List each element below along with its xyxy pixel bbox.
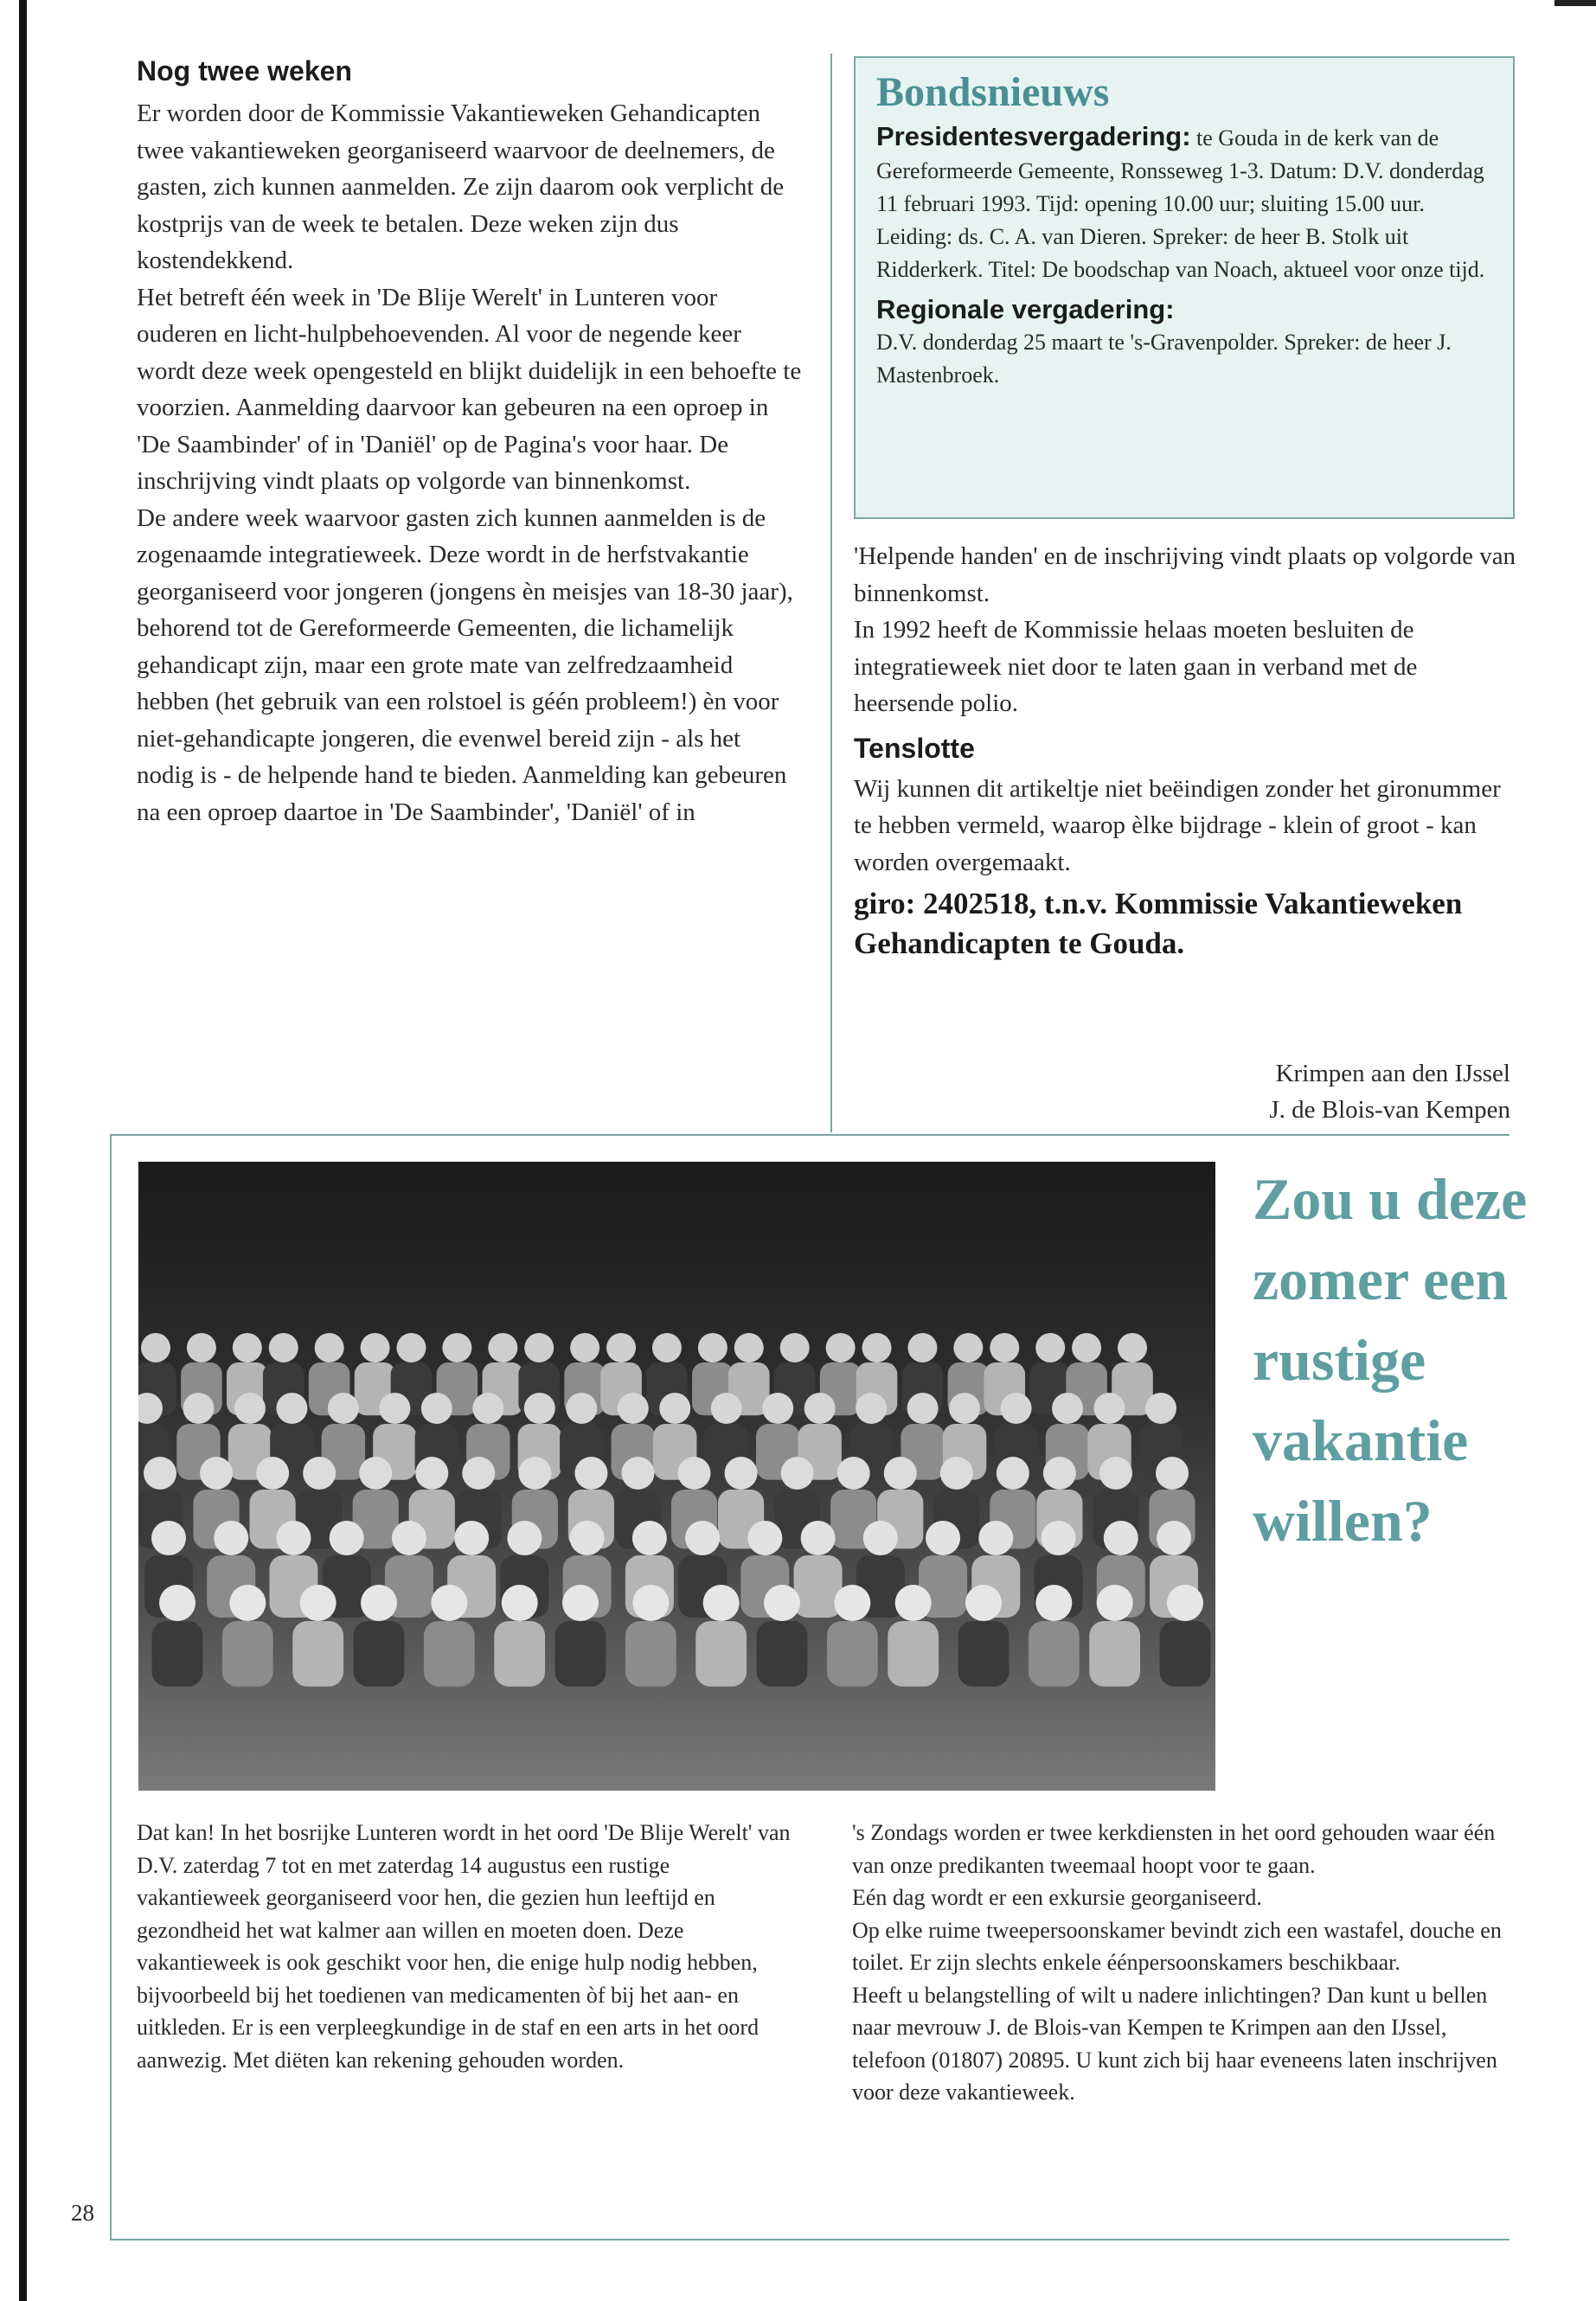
- person-head: [978, 1521, 1013, 1555]
- paragraph: Op elke ruime tweepersoonskamer bevindt zich een wastafel, douche en toilet. Er zijn slechts enkele éénpersoonskamers beschikbaar.: [852, 1917, 1502, 1975]
- paragraph: 's Zondags worden er twee kerkdiensten in het oord gehouden waar één van onze predikanten tweemaal hoopt voor te gaan.: [852, 1820, 1496, 1878]
- left-frame-rule: [110, 1134, 112, 2239]
- person-body: [494, 1621, 545, 1687]
- person-head: [856, 1393, 887, 1424]
- person-head: [801, 1521, 836, 1555]
- person-body: [794, 1555, 843, 1618]
- person-head: [518, 1457, 551, 1490]
- person-head: [234, 1393, 266, 1424]
- person-head: [678, 1457, 711, 1490]
- person-body: [888, 1621, 939, 1687]
- person-head: [632, 1585, 669, 1621]
- person-head: [151, 1521, 186, 1555]
- person-head: [606, 1333, 636, 1362]
- signature-name: J. de Blois-van Kempen: [1269, 1096, 1510, 1124]
- person-head: [781, 1457, 814, 1490]
- person-head: [361, 1333, 390, 1362]
- bottom-right-column: [852, 1817, 1509, 2109]
- person-head: [907, 1333, 937, 1362]
- person-head: [747, 1521, 782, 1555]
- person-head: [396, 1333, 426, 1362]
- person-head: [454, 1521, 489, 1555]
- person-head: [1042, 1521, 1076, 1555]
- heading-tenslotte: Tenslotte: [854, 732, 975, 764]
- person-head: [562, 1585, 599, 1621]
- person-head: [711, 1393, 742, 1424]
- person-head: [1052, 1393, 1083, 1424]
- person-head: [940, 1457, 973, 1490]
- person-head: [1035, 1585, 1072, 1621]
- person-head: [421, 1393, 452, 1424]
- person-head: [949, 1393, 980, 1424]
- person-body: [958, 1621, 1010, 1687]
- person-head: [632, 1521, 667, 1555]
- person-head: [502, 1585, 538, 1621]
- person-head: [1118, 1333, 1147, 1362]
- person-body: [152, 1621, 203, 1687]
- presidentes-text: te Gouda in de kerk van de Gereformeerde Gemeente, Ronsseweg 1-3. Datum: D.V. donderdag 11 februari 1993. Tijd: opening 10.00 uur; sluiting 15.00 uur. Leiding: ds. C. A. van Dieren. Spreker: de heer B. Stolk uit Ridderkerk. Titel: De boodschap van Noach, aktueel voor onze tijd.: [876, 125, 1485, 282]
- regionale-heading: Regionale vergadering:: [876, 294, 1175, 324]
- person-head: [315, 1333, 344, 1362]
- person-head: [570, 1333, 599, 1362]
- person-head: [826, 1333, 856, 1362]
- person-head: [431, 1585, 467, 1621]
- person-head: [1157, 1521, 1191, 1555]
- signature: [1269, 1055, 1510, 1128]
- person-head: [862, 1333, 892, 1362]
- paragraph: Er worden door de Kommissie Vakantieweken Gehandicapten twee vakantieweken georganiseerd waarvoor de deelnemers, de gasten, zich kunnen aanmelden. Ze zijn daarom ook verplicht de kostprijs van de week te betalen. Deze weken zijn dus kostendekkend.: [137, 99, 785, 274]
- person-head: [652, 1333, 682, 1362]
- person-body: [695, 1621, 747, 1687]
- person-head: [1035, 1333, 1065, 1362]
- headline-question: Zou u deze zomer een rustige vakantie willen?: [1253, 1166, 1528, 1554]
- person-body: [1160, 1621, 1211, 1687]
- person-head: [1099, 1457, 1132, 1490]
- person-head: [1094, 1393, 1125, 1424]
- person-head: [1145, 1393, 1176, 1424]
- person-head: [884, 1457, 917, 1490]
- person-head: [725, 1457, 758, 1490]
- person-head: [392, 1521, 426, 1555]
- section-divider: [110, 1134, 1509, 1136]
- presidentes-heading: Presidentesvergadering:: [876, 121, 1191, 151]
- person-head: [524, 1393, 555, 1424]
- person-body: [354, 1621, 405, 1687]
- person-head: [997, 1457, 1029, 1490]
- article-right-column: [854, 538, 1520, 964]
- paragraph: 'Helpende handen' en de inschrijving vindt plaats op volgorde van binnenkomst.: [854, 542, 1516, 607]
- person-head: [159, 1585, 195, 1621]
- person-head: [462, 1457, 495, 1490]
- person-head: [1043, 1457, 1076, 1490]
- person-body: [1029, 1621, 1080, 1687]
- person-head: [276, 1393, 307, 1424]
- person-head: [200, 1457, 233, 1490]
- person-head: [330, 1521, 364, 1555]
- page-binding-edge: [19, 0, 27, 2301]
- giro-number: giro: 2402518, t.n.v. Kommissie Vakantieweken Gehandicapten te Gouda.: [854, 887, 1463, 960]
- paragraph: De andere week waarvoor gasten zich kunnen aanmelden is de zogenaamde integratieweek. Deze wordt in de herfstvakantie georganiseerd voor jongeren (jongens èn meisjes van 18-30 jaar), behorend tot de Gereformeerde Gemeenten, die lichamelijk gehandicapt zijn, maar een grote mate van zelfredzaamheid hebben (het gebruik van een rolstoel is géén probleem!) èn voor niet-gehandicapte jongeren, die evenwel bereid zijn - als het nodig is - de helpende hand te bieden. Aanmelding kan gebeuren na een oproep daartoe in 'De Saambinder', 'Daniël' of in: [137, 503, 793, 826]
- person-head: [276, 1521, 311, 1555]
- person-head: [685, 1521, 720, 1555]
- person-head: [300, 1585, 337, 1621]
- person-head: [990, 1333, 1019, 1362]
- paragraph: In 1992 heeft de Kommissie helaas moeten besluiten de integratieweek niet door te laten gaan in verband met de heersende polio.: [854, 616, 1418, 717]
- person-head: [303, 1457, 336, 1490]
- page-number: 28: [71, 2200, 94, 2226]
- signature-place: Krimpen aan den IJssel: [1275, 1060, 1510, 1087]
- paragraph: Heeft u belangstelling of wilt u nadere inlichtingen? Dan kunt u bellen naar mevrouw J. de Blois-van Kempen te Krimpen aan den IJssel, telefoon (01807) 20895. U kunt zich bij haar eveneens laten inschrijven voor deze vakantieweek.: [852, 1982, 1497, 2105]
- person-head: [415, 1457, 448, 1490]
- person-head: [359, 1457, 392, 1490]
- person-head: [965, 1585, 1002, 1621]
- person-head: [144, 1457, 176, 1490]
- paragraph: Eén dag wordt er een exkursie georganiseerd.: [852, 1885, 1262, 1910]
- person-head: [328, 1393, 359, 1424]
- heading-nog-twee-weken: Nog twee weken: [137, 55, 352, 87]
- corner-mark: [1554, 0, 1596, 6]
- person-head: [834, 1585, 870, 1621]
- person-head: [214, 1521, 248, 1555]
- person-head: [1167, 1585, 1203, 1621]
- person-head: [764, 1585, 800, 1621]
- paragraph: Dat kan! In het bosrijke Lunteren wordt in het oord 'De Blije Werelt' van D.V. zaterdag 7 tot en met zaterdag 14 augustus een rustige vakantieweek georganiseerd voor hen, die gezien hun leeftijd en gezondheid het wat kalmer aan willen en moeten doen. Deze vakantieweek is ook geschikt voor hen, die enige hulp nodig hebben, bijvoorbeeld bij het toedienen van medicamenten òf bij het aan- en uitkleden. Er is een verpleegkundige in de staf en een arts in het oord aanwezig. Met diëten kan rekening gehouden worden.: [137, 1820, 791, 2073]
- person-head: [804, 1393, 836, 1424]
- person-head: [621, 1457, 654, 1490]
- person-head: [507, 1521, 542, 1555]
- person-head: [703, 1585, 740, 1621]
- column-divider: [830, 54, 832, 1132]
- person-head: [574, 1457, 607, 1490]
- person-head: [1156, 1457, 1189, 1490]
- person-head: [1097, 1585, 1133, 1621]
- person-body: [827, 1621, 878, 1687]
- person-head: [863, 1521, 898, 1555]
- person-head: [837, 1457, 870, 1490]
- person-head: [762, 1393, 793, 1424]
- person-head: [570, 1521, 605, 1555]
- person-head: [141, 1333, 170, 1362]
- person-head: [472, 1393, 503, 1424]
- person-body: [757, 1621, 808, 1687]
- paragraph: Het betreft één week in 'De Blije Werelt' in Lunteren voor ouderen en licht-hulpbehoevenden. Al voor de negende keer wordt deze week opengesteld en blijkt duidelijk in een behoefte te voorzien. Aanmelding daarvoor kan gebeuren na een oproep in 'De Saambinder' of in 'Daniël' op de Pagina's voor haar. De inschrijving vindt plaats op volgorde van binnenkomst.: [137, 283, 802, 495]
- person-head: [361, 1585, 397, 1621]
- person-head: [183, 1393, 214, 1424]
- person-body: [292, 1621, 343, 1687]
- person-head: [907, 1393, 939, 1424]
- person-head: [1001, 1393, 1032, 1424]
- person-head: [187, 1333, 216, 1362]
- person-head: [698, 1333, 727, 1362]
- group-photo: [138, 1162, 1215, 1791]
- person-head: [1072, 1333, 1101, 1362]
- bondsnieuws-title: Bondsnieuws: [876, 69, 1110, 115]
- person-body: [555, 1621, 606, 1687]
- group-photo-icon: [138, 1333, 1210, 1687]
- person-head: [618, 1393, 649, 1424]
- bottom-rule: [110, 2239, 1509, 2240]
- paragraph: Wij kunnen dit artikeltje niet beëindigen zonder het gironummer te hebben vermeld, waarop èlke bijdrage - klein of groot - kan worden overgemaakt.: [854, 774, 1501, 876]
- person-head: [256, 1457, 289, 1490]
- person-head: [1104, 1521, 1138, 1555]
- person-body: [424, 1621, 475, 1687]
- person-head: [734, 1333, 764, 1362]
- person-head: [780, 1333, 810, 1362]
- person-head: [488, 1333, 517, 1362]
- person-head: [524, 1333, 554, 1362]
- person-head: [229, 1585, 266, 1621]
- article-left-column: [137, 54, 803, 830]
- person-head: [269, 1333, 298, 1362]
- person-head: [379, 1393, 410, 1424]
- person-body: [1089, 1621, 1140, 1687]
- person-head: [895, 1585, 932, 1621]
- person-head: [233, 1333, 262, 1362]
- person-head: [566, 1393, 597, 1424]
- person-head: [926, 1521, 960, 1555]
- bottom-left-column: [137, 1817, 794, 2076]
- person-head: [659, 1393, 690, 1424]
- person-body: [222, 1621, 273, 1687]
- regionale-text: D.V. donderdag 25 maart te 's-Gravenpolder. Spreker: de heer J. Mastenbroek.: [876, 330, 1452, 388]
- bondsnieuws-box: [854, 56, 1515, 519]
- person-body: [625, 1621, 676, 1687]
- person-head: [442, 1333, 471, 1362]
- person-head: [953, 1333, 983, 1362]
